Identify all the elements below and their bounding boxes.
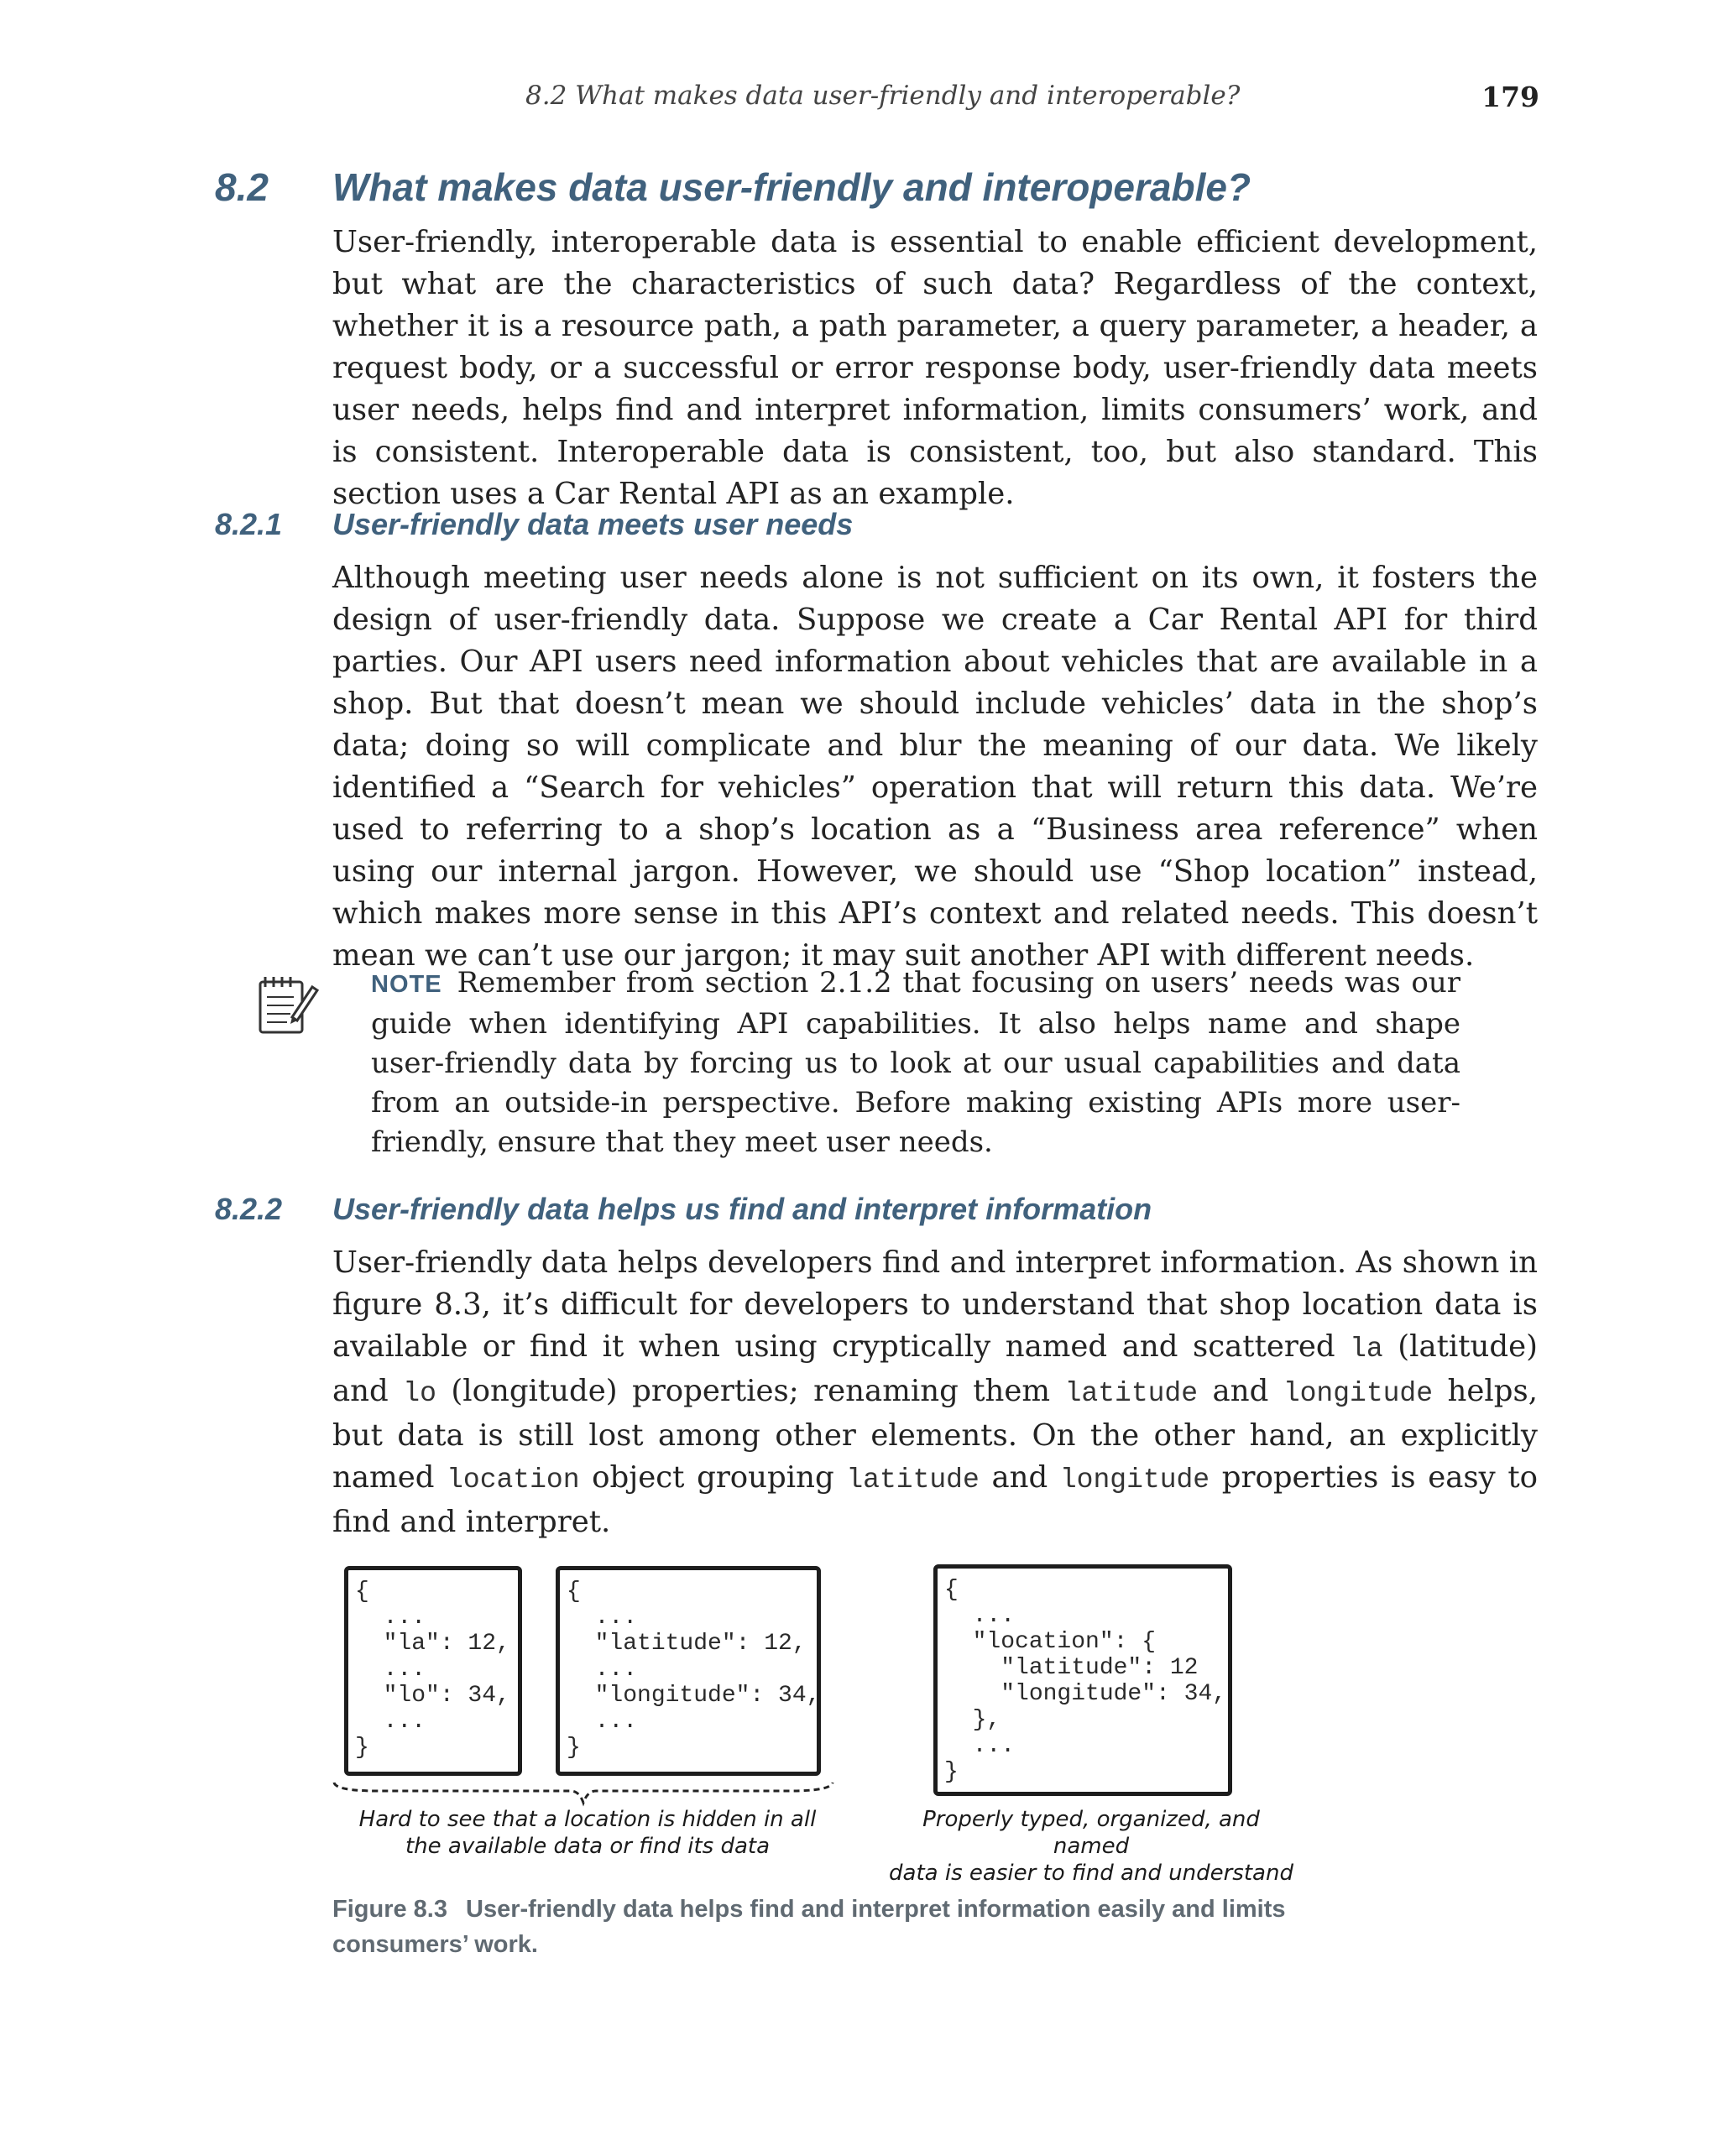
- code-snippet-cryptic: { ... "la": 12, ... "lo": 34, ... }: [355, 1579, 510, 1761]
- section-intro-paragraph: User-friendly, interoperable data is essential to enable efficient development, but what are the characteristics of such data? Regardless of the context, whether it is a resource path, a path parameter, a query parameter, a header, a request body, or a successful or error response body, user-friendly data meets user needs, helps find and interpret information, limits consumers’ work, and is consistent. Interoperable data is consistent, too, but also standard. This section uses a Car Rental API as an example.: [332, 225, 1538, 511]
- text-run: (longitude) properties; renaming them: [436, 1374, 1065, 1408]
- section-title: What makes data user-friendly and interoperable?: [332, 165, 1251, 209]
- text-run: properties is easy to find and interpret.: [332, 1460, 1539, 1539]
- running-head: [0, 81, 1719, 117]
- text-run: (latitude) and: [332, 1329, 1538, 1408]
- note-text: Remember from section 2.1.2 that focusing on users’ needs was our guide when identifying API capabilities. It also helps name and shape user-friendly data by forcing us to look at our usual capabilities and data from an outside-in perspective. Before making existing APIs more user-friendly, ensure that they meet user needs.: [371, 966, 1460, 1159]
- annotation-properly-typed: [881, 1806, 1301, 1887]
- inline-code-latitude: latitude: [1064, 1378, 1199, 1409]
- figure-caption-text: User-friendly data helps find and interpret information easily and limits consumers’ work.: [332, 1896, 1286, 1958]
- subsection-2-title: User-friendly data helps us find and interpret information: [332, 1192, 1152, 1226]
- text-run: object grouping: [579, 1460, 847, 1495]
- subsection-1-number: 8.2.1: [215, 507, 283, 541]
- subsection-1-paragraph: Although meeting user needs alone is not sufficient on its own, it fosters the design of user-friendly data. Suppose we create a Car Rental API for third parties. Our API users need information about vehicles that are available in a shop. But that doesn’t mean we should include vehicles’ data in the shop’s data; doing so will complicate and blur the meaning of our data. We likely identified a “Search for vehicles” operation that will return this data. We’re used to referring to a shop’s location as a “Business area reference” when using our internal jargon. However, we should use “Shop location” instead, which makes more sense in this API’s context and related needs. This doesn’t mean we can’t use our jargon; it may suit another API with different needs.: [332, 561, 1538, 973]
- annotation-left-line-1: Hard to see that a location is hidden in all: [358, 1807, 817, 1832]
- code-box-location-object: [933, 1564, 1232, 1796]
- inline-code-longitude-2: longitude: [1059, 1464, 1210, 1496]
- inline-code-latitude-2: latitude: [846, 1464, 980, 1496]
- section-number: 8.2: [215, 165, 269, 209]
- code-snippet-renamed: { ... "latitude": 12, ... "longitude": 34, ... }: [567, 1579, 821, 1761]
- code-snippet-location-object: { ... "location": { "latitude": 12 "longitude": 34, }, ... }: [944, 1577, 1227, 1785]
- text-run: helps, but data is still lost among other elements. On the other hand, an explicitly named: [332, 1374, 1538, 1495]
- inline-code-longitude: longitude: [1283, 1378, 1434, 1409]
- code-box-cryptic: [344, 1566, 522, 1776]
- notepad-icon: [253, 972, 321, 1039]
- subsection-2-paragraph: [332, 1242, 1538, 1543]
- note-label: NOTE: [371, 971, 442, 998]
- page-number: 179: [1481, 81, 1539, 113]
- annotation-left-line-2: the available data or find its data: [405, 1834, 771, 1859]
- code-box-renamed: [556, 1566, 821, 1776]
- figure-caption-label: Figure 8.3: [332, 1896, 447, 1923]
- note-block: [371, 963, 1460, 1162]
- text-run: User-friendly data helps developers find and interpret information. As shown in figure 8.3, it’s difficult for developers to understand that shop location data is available or find it when using cryptically named and scattered: [332, 1245, 1538, 1364]
- subsection-2-number: 8.2.2: [215, 1192, 283, 1226]
- inline-code-la: la: [1350, 1334, 1383, 1365]
- annotation-right-line-1: Properly typed, organized, and named: [922, 1807, 1260, 1859]
- inline-code-lo: lo: [403, 1378, 436, 1409]
- annotation-hard-to-see: [336, 1806, 839, 1860]
- annotation-right-line-2: data is easier to find and understand: [889, 1861, 1293, 1886]
- running-head-title: 8.2 What makes data user-friendly and interoperable?: [525, 81, 1241, 111]
- subsection-1-title: User-friendly data meets user needs: [332, 507, 854, 541]
- inline-code-location: location: [447, 1464, 580, 1496]
- figure-caption: [332, 1892, 1424, 1962]
- text-run: and: [1198, 1374, 1283, 1408]
- text-run: and: [979, 1460, 1060, 1495]
